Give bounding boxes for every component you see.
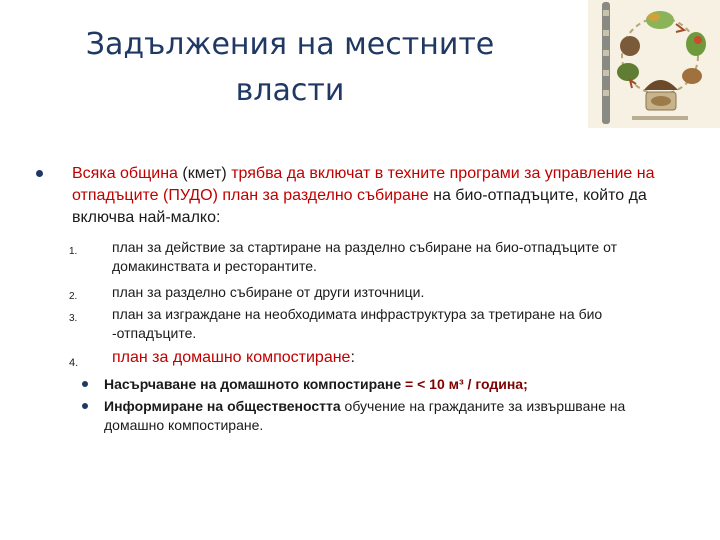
main-bullet-part-1: Всяка община xyxy=(72,165,178,182)
list-number: 2. xyxy=(69,291,78,302)
main-bullet-part-4: на био-отпадъците, който да включва най-малко: xyxy=(72,187,647,226)
sub-bullet-text xyxy=(104,397,642,435)
list-item xyxy=(69,283,689,302)
compost-cycle-illustration-icon xyxy=(588,0,720,128)
sub-bullet xyxy=(82,375,642,394)
list-item-text: план за изграждане на необходимата инфраструктура за третиране на био -отпадъците. xyxy=(112,306,603,341)
main-bullet xyxy=(36,163,676,229)
list-item-text: план за действие за стартиране на разделно събиране на био-отпадъците от домакинствата и ресторантите. xyxy=(112,239,617,274)
list-item xyxy=(69,347,669,369)
main-bullet-text xyxy=(72,163,676,229)
main-bullet-part-2: (кмет) xyxy=(177,165,232,182)
sub-bullet-limit: = < 10 м³ / година; xyxy=(401,376,528,392)
list-item-tail: : xyxy=(350,349,355,366)
main-bullet-part-3: трябва да включат в техните програми за управление на отпадъците (ПУДО) план за разделно събиране xyxy=(72,165,655,204)
title-line-1: Задължения на местните xyxy=(85,27,495,62)
list-number: 1. xyxy=(69,246,78,257)
list-item xyxy=(69,238,689,276)
home-composting-plan: план за домашно компостиране xyxy=(112,349,351,366)
list-item xyxy=(69,305,689,343)
bullet-icon xyxy=(82,381,88,387)
list-number: 4. xyxy=(69,357,79,369)
list-item-text xyxy=(112,347,669,369)
list-item-text: план за разделно събиране от други източници. xyxy=(112,284,425,300)
bullet-icon xyxy=(82,403,88,409)
sub-bullet xyxy=(82,397,642,435)
sub-bullet-bold: Информиране на обществеността xyxy=(104,398,341,414)
list-number: 3. xyxy=(69,313,78,324)
bullet-icon xyxy=(36,170,43,177)
title-line-2: власти xyxy=(235,73,345,108)
sub-bullet-rest: обучение на гражданите за извършване на домашно компостиране. xyxy=(104,398,626,433)
sub-bullet-text xyxy=(104,375,642,394)
sub-bullet-bold: Насърчаване на домашното компостиране xyxy=(104,376,402,392)
page-title xyxy=(60,22,520,114)
